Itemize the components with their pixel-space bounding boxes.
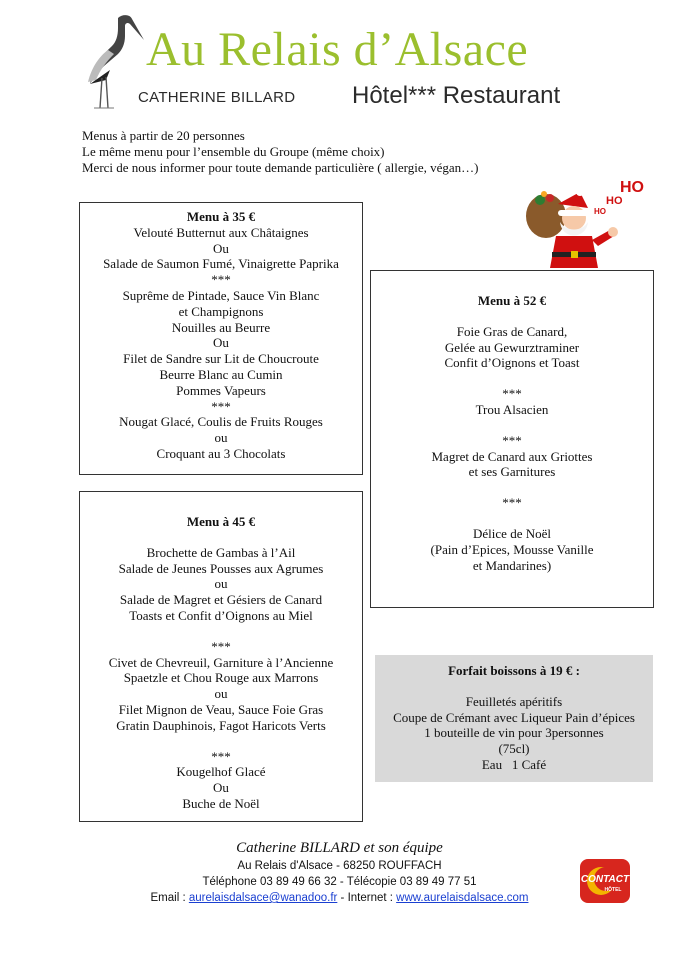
menu-item: et Champignons bbox=[178, 303, 264, 319]
drinks-item: Eau 1 Café bbox=[481, 756, 547, 772]
menu-item: Civet de Chevreuil, Garniture à l’Ancienne bbox=[108, 654, 334, 670]
menu-separator: *** bbox=[502, 495, 522, 511]
menu-item: Nougat Glacé, Coulis de Fruits Rouges bbox=[119, 414, 323, 430]
owner-name: CATHERINE BILLARD bbox=[138, 89, 296, 106]
menu-item: Suprême de Pintade, Sauce Vin Blanc bbox=[122, 287, 320, 303]
intro-line: Menus à partir de 20 personnes bbox=[82, 128, 245, 143]
menu-item: et Mandarines) bbox=[472, 557, 552, 573]
ho-text-large: HO bbox=[620, 179, 644, 196]
menu-item: Kougelhof Glacé bbox=[176, 764, 266, 780]
hotel-subtitle: Hôtel*** Restaurant bbox=[352, 82, 561, 109]
menu-item: et ses Garnitures bbox=[468, 464, 556, 480]
drinks-item: Coupe de Crémant avec Liqueur Pain d’épices bbox=[393, 709, 635, 725]
menu-item: Gratin Dauphinois, Fagot Haricots Verts bbox=[116, 717, 326, 733]
menu-item: Confit d’Oignons et Toast bbox=[444, 355, 580, 371]
drinks-item: Feuilletés apéritifs bbox=[465, 693, 563, 709]
internet-label: - Internet : bbox=[337, 892, 397, 904]
footer-contact bbox=[0, 890, 679, 906]
intro-line: Merci de nous informer pour toute demande particulière ( allergie, végan…) bbox=[82, 160, 479, 175]
menu-separator: *** bbox=[211, 398, 231, 414]
menu-45-box bbox=[79, 491, 363, 822]
drinks-package-box bbox=[375, 655, 653, 782]
menu-item: Ou bbox=[213, 335, 229, 351]
menu-item: Filet de Sandre sur Lit de Choucroute bbox=[123, 351, 319, 367]
logo-sub-text: HÔTEL bbox=[604, 887, 622, 893]
menu-item: ou bbox=[214, 430, 228, 446]
menu-item: Gelée au Gewurztraminer bbox=[444, 339, 580, 355]
footer-phone: Téléphone 03 89 49 66 32 - Télécopie 03 89 49 77 51 bbox=[202, 876, 477, 888]
menu-52-title: Menu à 52 € bbox=[477, 293, 547, 308]
menu-35-box bbox=[79, 202, 363, 475]
menu-separator: *** bbox=[502, 432, 522, 448]
drinks-item: (75cl) bbox=[498, 741, 530, 757]
menu-item: Magret de Canard aux Griottes bbox=[431, 448, 593, 464]
intro-line: Le même menu pour l’ensemble du Groupe (même choix) bbox=[82, 144, 385, 159]
menu-item: Croquant au 3 Chocolats bbox=[156, 445, 286, 461]
santa-claus-illustration bbox=[518, 174, 648, 274]
logo-brand-text: CONTACT bbox=[580, 874, 630, 885]
footer-address: Au Relais d'Alsace - 68250 ROUFFACH bbox=[237, 860, 442, 872]
menu-item: Filet Mignon de Veau, Sauce Foie Gras bbox=[118, 701, 324, 717]
menu-separator: *** bbox=[211, 638, 231, 654]
menu-item: (Pain d’Epices, Mousse Vanille bbox=[430, 541, 594, 557]
menu-35-title: Menu à 35 € bbox=[186, 209, 256, 224]
menu-separator: *** bbox=[211, 748, 231, 764]
ho-text-small: HO bbox=[594, 207, 606, 216]
menu-item: Spaetzle et Chou Rouge aux Marrons bbox=[123, 670, 319, 686]
menu-item: Foie Gras de Canard, bbox=[456, 323, 568, 339]
intro-text bbox=[82, 128, 478, 176]
stork-logo bbox=[78, 10, 144, 110]
menu-item: Salade de Jeunes Pousses aux Agrumes bbox=[118, 560, 324, 576]
menu-item: Salade de Saumon Fumé, Vinaigrette Paprika bbox=[103, 256, 339, 272]
hotel-name: Au Relais d’Alsace bbox=[146, 23, 529, 76]
menu-52-box bbox=[370, 270, 654, 608]
menu-item: Salade de Magret et Gésiers de Canard bbox=[119, 592, 323, 608]
footer bbox=[0, 838, 679, 906]
menu-item: ou bbox=[214, 686, 228, 702]
ho-text-medium: HO bbox=[606, 195, 623, 207]
menu-item: Velouté Butternut aux Châtaignes bbox=[133, 224, 309, 240]
menu-item: Ou bbox=[213, 240, 229, 256]
menu-item: Trou Alsacien bbox=[475, 401, 549, 417]
menu-item: Beurre Blanc au Cumin bbox=[159, 366, 283, 382]
menu-item: Brochette de Gambas à l’Ail bbox=[146, 544, 296, 560]
website-link[interactable]: www.aurelaisdalsace.com bbox=[396, 892, 529, 904]
menu-item: Nouilles au Beurre bbox=[171, 319, 271, 335]
menu-45-title: Menu à 45 € bbox=[186, 514, 256, 529]
menu-item: Ou bbox=[213, 780, 229, 796]
menu-item: Délice de Noël bbox=[473, 525, 551, 541]
email-label: Email : bbox=[150, 892, 189, 904]
menu-separator: *** bbox=[502, 386, 522, 402]
menu-item: Toasts et Confit d’Oignons au Miel bbox=[129, 607, 313, 623]
menu-item: ou bbox=[214, 576, 228, 592]
menu-separator: *** bbox=[211, 272, 231, 288]
drinks-title: Forfait boissons à 19 € : bbox=[448, 663, 580, 678]
contact-hotel-logo bbox=[579, 858, 631, 904]
drinks-item: 1 bouteille de vin pour 3personnes bbox=[424, 725, 604, 741]
email-link[interactable]: aurelaisdalsace@wanadoo.fr bbox=[188, 892, 338, 904]
menu-item: Pommes Vapeurs bbox=[176, 382, 266, 398]
signature: Catherine BILLARD et son équipe bbox=[236, 840, 443, 856]
menu-item: Buche de Noël bbox=[182, 795, 260, 811]
